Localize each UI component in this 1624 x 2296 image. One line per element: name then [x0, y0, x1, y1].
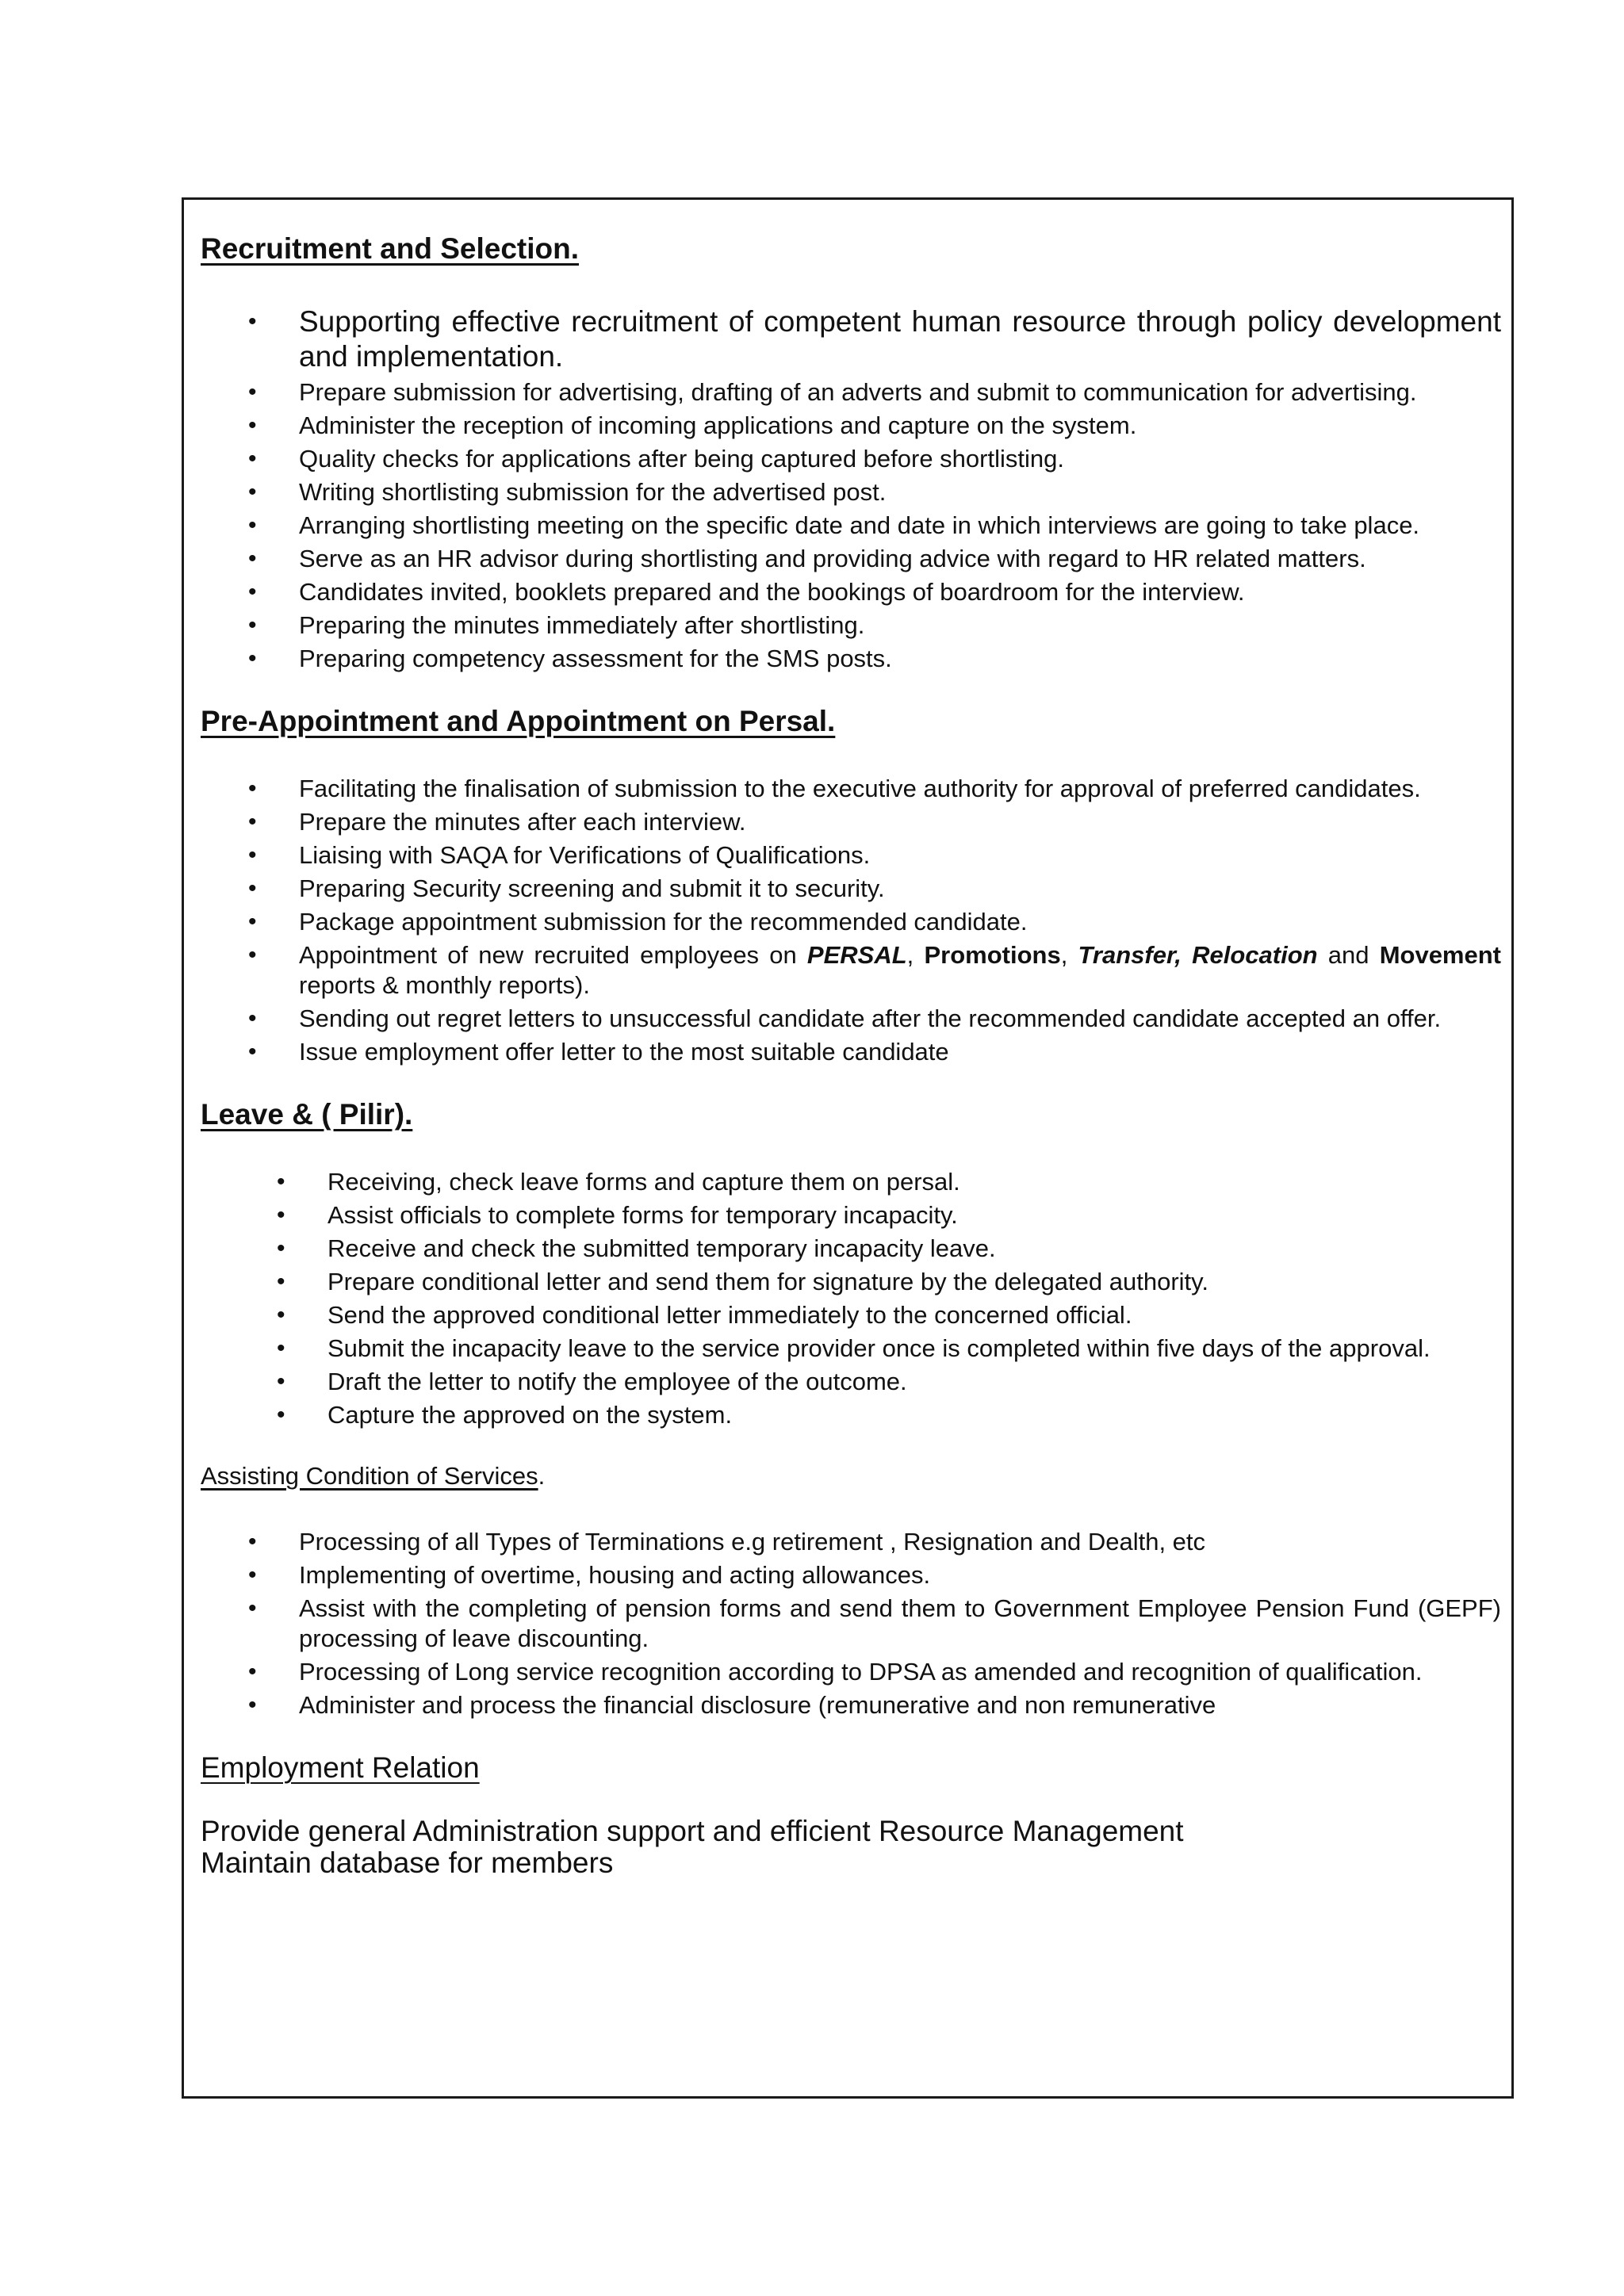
list-item: • Preparing Security screening and submit it to security. — [201, 874, 1501, 904]
conditions-title-suffix: . — [538, 1462, 546, 1490]
list-item: • Prepare submission for advertising, drafting of an adverts and submit to communication for advertising. — [201, 377, 1501, 408]
list-item: • Prepare conditional letter and send them for signature by the delegated authority. — [201, 1267, 1501, 1297]
list-item: • Quality checks for applications after being captured before shortlisting. — [201, 444, 1501, 474]
employment-line: Provide general Administration support and efficient Resource Management — [201, 1815, 1184, 1847]
heading-leave: Leave & ( Pilir). — [201, 1098, 413, 1131]
heading-employment: Employment Relation — [201, 1751, 480, 1784]
conditions-title: Assisting Condition of Services — [201, 1462, 538, 1490]
list-item: • Candidates invited, booklets prepared and the bookings of boardroom for the interview. — [201, 577, 1501, 607]
list-item: • Send the approved conditional letter immediately to the concerned official. — [201, 1300, 1501, 1330]
list-leave — [201, 1167, 1501, 1430]
list-item: • Administer and process the financial disclosure (remunerative and non remunerative — [201, 1690, 1501, 1720]
persal-text-1: Appointment of new recruited employees on — [299, 941, 807, 969]
persal-text-5: reports & monthly reports). — [299, 971, 590, 999]
list-item: • Submit the incapacity leave to the service provider once is completed within five days of the approval. — [201, 1334, 1501, 1364]
list-item: • Preparing the minutes immediately after shortlisting. — [201, 610, 1501, 641]
list-item: • Draft the letter to notify the employee of the outcome. — [201, 1367, 1501, 1397]
transfer-relocation-term: Transfer, Relocation — [1078, 941, 1318, 969]
document-content — [201, 232, 1536, 1879]
list-item-persal — [201, 940, 1501, 1001]
persal-text-2: , — [906, 941, 925, 969]
list-item: • Writing shortlisting submission for the advertised post. — [201, 477, 1501, 507]
list-item: • Issue employment offer letter to the most suitable candidate — [201, 1037, 1501, 1067]
list-item: • Assist officials to complete forms for temporary incapacity. — [201, 1200, 1501, 1230]
heading-recruitment: Recruitment and Selection. — [201, 232, 579, 265]
employment-line: Maintain database for members — [201, 1846, 614, 1879]
content-frame — [182, 197, 1536, 2099]
promotions-term: Promotions — [924, 941, 1061, 969]
list-item: • Package appointment submission for the recommended candidate. — [201, 907, 1501, 937]
list-item: • Receiving, check leave forms and capture them on persal. — [201, 1167, 1501, 1197]
list-item: • Facilitating the finalisation of submission to the executive authority for approval of preferred candidates. — [201, 774, 1501, 804]
list-item: • Processing of Long service recognition according to DPSA as amended and recognition of qualification. — [201, 1657, 1501, 1687]
heading-conditions — [201, 1460, 1501, 1492]
list-item: • Administer the reception of incoming applications and capture on the system. — [201, 411, 1501, 441]
list-item: • Prepare the minutes after each interview. — [201, 807, 1501, 837]
persal-text-4: and — [1317, 941, 1380, 969]
list-item: • Sending out regret letters to unsuccessful candidate after the recommended candidate accepted an offer. — [201, 1004, 1501, 1034]
list-item: • Serve as an HR advisor during shortlisting and providing advice with regard to HR related matters. — [201, 544, 1501, 574]
list-item: • Preparing competency assessment for the SMS posts. — [201, 644, 1501, 674]
heading-appointment: Pre-Appointment and Appointment on Persal. — [201, 705, 836, 737]
list-item: • Receive and check the submitted temporary incapacity leave. — [201, 1234, 1501, 1264]
list-item: • Capture the approved on the system. — [201, 1400, 1501, 1430]
list-item: • Liaising with SAQA for Verifications of Qualifications. — [201, 840, 1501, 871]
list-recruitment — [201, 304, 1501, 674]
persal-text-3: , — [1060, 941, 1078, 969]
list-appointment — [201, 774, 1501, 1067]
persal-term: PERSAL — [806, 941, 907, 969]
list-item: • Implementing of overtime, housing and acting allowances. — [201, 1560, 1501, 1590]
list-item: • Supporting effective recruitment of competent human resource through policy development and implementation. — [201, 304, 1501, 374]
list-item: • Processing of all Types of Terminations e.g retirement , Resignation and Dealth, etc — [201, 1527, 1501, 1557]
list-conditions — [201, 1527, 1536, 1720]
list-item: • Arranging shortlisting meeting on the specific date and date in which interviews are going to take place. — [201, 511, 1501, 541]
list-item: • Assist with the completing of pension forms and send them to Government Employee Pension Fund (GEPF) processing of leave discounting. — [201, 1594, 1501, 1654]
movement-term: Movement — [1379, 941, 1501, 969]
